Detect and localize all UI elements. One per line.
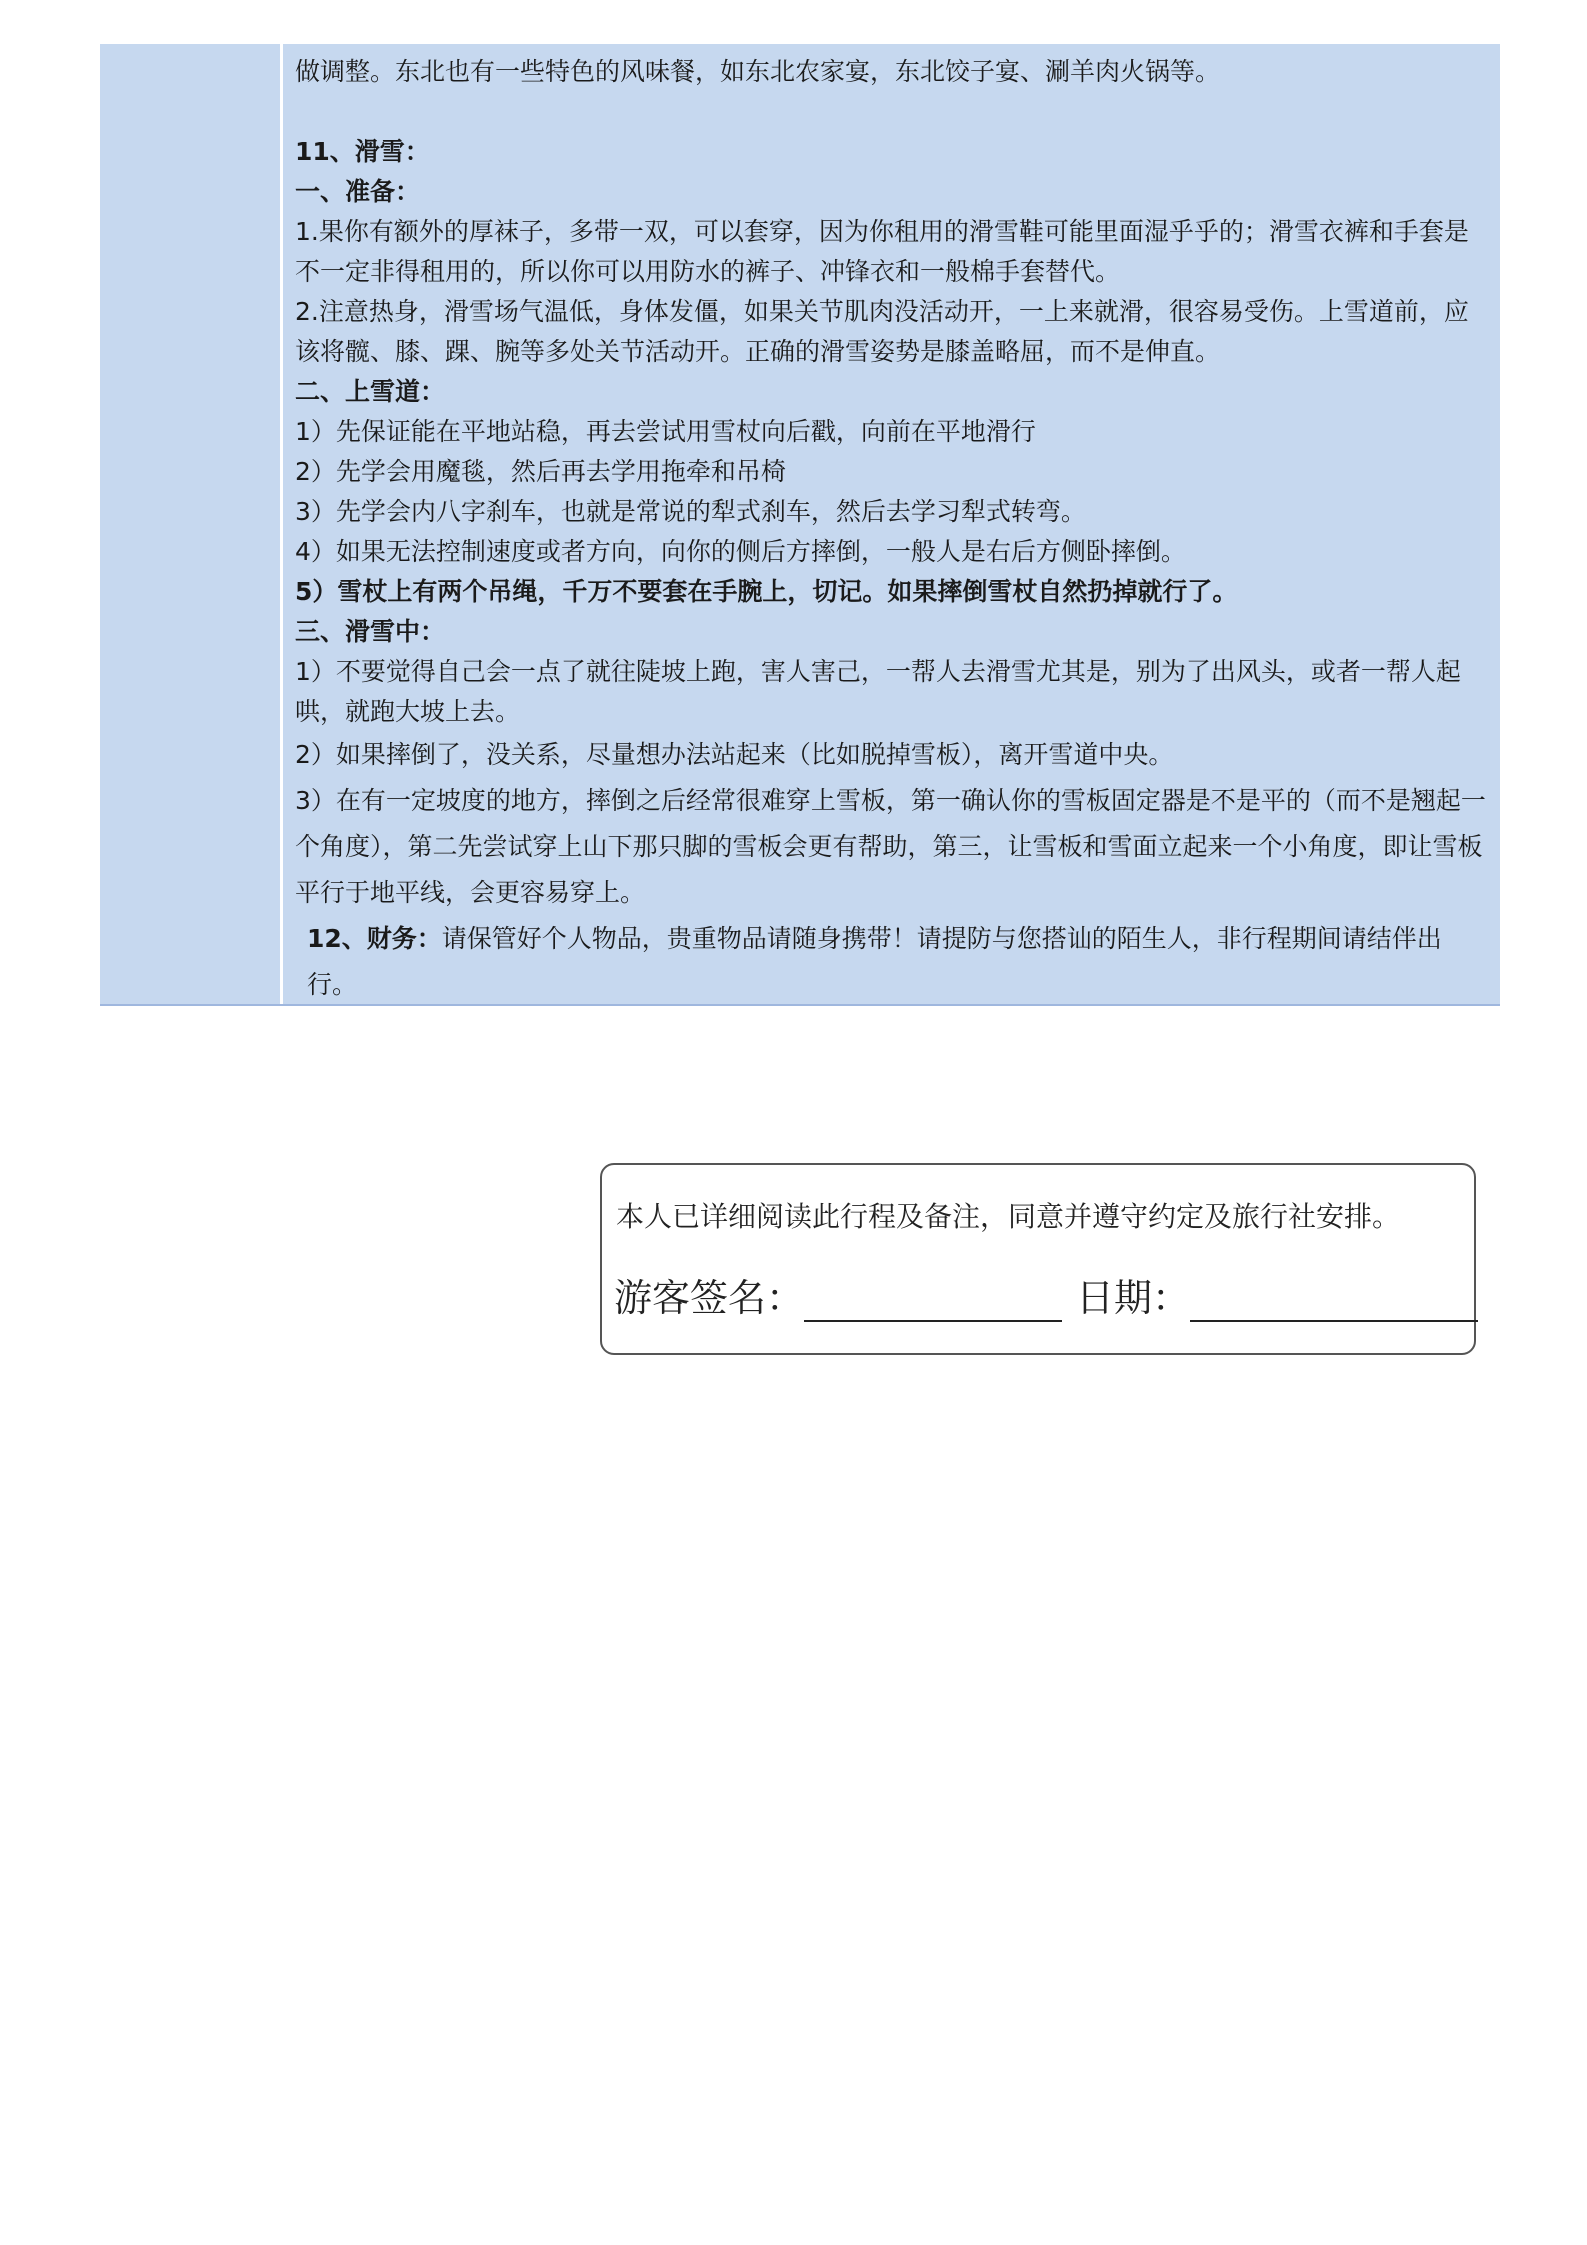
slope-item-4: 4）如果无法控制速度或者方向，向你的侧后方摔倒，一般人是右后方侧卧摔倒。	[295, 537, 1186, 566]
ski-section-title: 11、滑雪：	[295, 137, 430, 166]
during-item-3: 3）在有一定坡度的地方，摔倒之后经常很难穿上雪板，第一确认你的雪板固定器是不是平的（而不是翘起一个角度），第二先尝试穿上山下那只脚的雪板会更有帮助，第三，让雪板和雪面立起来一个小角度，即让雪板平行于地平线，会更容易穿上。	[295, 786, 1486, 907]
date-blank[interactable]	[1190, 1282, 1478, 1322]
prep-item-2: 2.注意热身，滑雪场气温低，身体发僵，如果关节肌肉没活动开，一上来就滑，很容易受伤。上雪道前，应该将髋、膝、踝、腕等多处关节活动开。正确的滑雪姿势是膝盖略屈，而不是伸直。	[295, 297, 1469, 366]
prep-heading: 一、准备：	[295, 177, 421, 206]
slope-heading: 二、上雪道：	[295, 377, 446, 406]
prep-item-1: 1.果你有额外的厚袜子，多带一双，可以套穿，因为你租用的滑雪鞋可能里面湿乎乎的；滑雪衣裤和手套是不一定非得租用的，所以你可以用防水的裤子、冲锋衣和一般棉手套替代。	[295, 217, 1469, 286]
during-heading: 三、滑雪中：	[295, 617, 446, 646]
signature-box	[600, 1163, 1476, 1355]
visitor-signature-blank[interactable]	[804, 1282, 1062, 1322]
slope-item-2: 2）先学会用魔毯，然后再去学用拖牵和吊椅	[295, 457, 786, 486]
slope-item-5: 5）雪杖上有两个吊绳，千万不要套在手腕上，切记。如果摔倒雪杖自然扔掉就行了。	[295, 577, 1238, 606]
dining-note-tail: 做调整。东北也有一些特色的风味餐，如东北农家宴，东北饺子宴、涮羊肉火锅等。	[295, 57, 1221, 86]
slope-item-3: 3）先学会内八字刹车，也就是常说的犁式刹车，然后去学习犁式转弯。	[295, 497, 1086, 526]
signature-notice: 本人已详细阅读此行程及备注，同意并遵守约定及旅行社安排。	[616, 1200, 1401, 1233]
notes-content-cell	[283, 44, 1500, 1004]
date-label: 日期：	[1076, 1276, 1191, 1320]
visitor-signature-label: 游客签名：	[614, 1276, 805, 1320]
finance-label: 12、财务：	[307, 924, 442, 953]
slope-item-1: 1）先保证能在平地站稳，再去尝试用雪杖向后戳，向前在平地滑行	[295, 417, 1036, 446]
finance-text: 请保管好个人物品，贵重物品请随身携带！请提防与您搭讪的陌生人，非行程期间请结伴出行。	[307, 924, 1442, 999]
finance-note	[295, 916, 1488, 1008]
during-item-2: 2）如果摔倒了，没关系，尽量想办法站起来（比如脱掉雪板），离开雪道中央。	[295, 740, 1174, 769]
during-item-1: 1）不要觉得自己会一点了就往陡坡上跑，害人害己，一帮人去滑雪尤其是，别为了出风头，或者一帮人起哄，就跑大坡上去。	[295, 657, 1461, 726]
notes-table	[100, 44, 1500, 1006]
signature-row	[614, 1267, 1478, 1322]
row-label-cell	[100, 44, 283, 1004]
